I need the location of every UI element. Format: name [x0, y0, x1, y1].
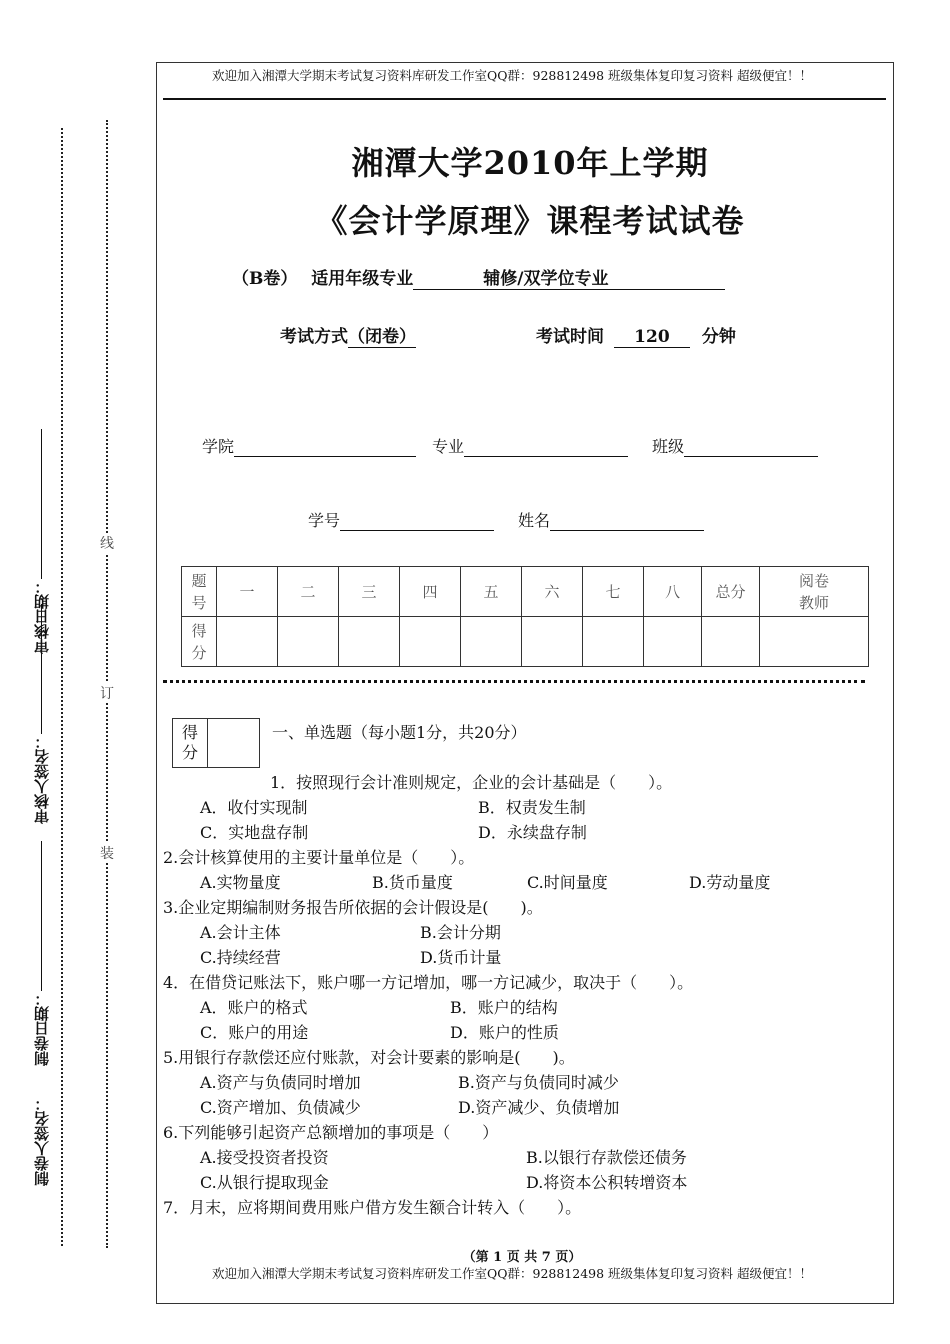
question-5: 5.用银行存款偿还应付账款，对会计要素的影响是( )。 — [163, 1048, 575, 1067]
name-label: 姓名 — [518, 511, 551, 530]
score-table — [181, 566, 869, 667]
score-cell[interactable] — [461, 617, 522, 667]
review-date-label: 审核日期： — [33, 579, 51, 654]
header-question-no: 题 号 — [182, 567, 217, 617]
question-1: 1．按照现行会计准则规定，企业的会计基础是（ ）。 — [270, 773, 673, 792]
question-3: 3.企业定期编制财务报告所依据的会计假设是( )。 — [163, 898, 543, 917]
maker-sign-field — [31, 1068, 52, 1186]
exam-mode — [280, 322, 416, 348]
score-table-header-row — [182, 567, 869, 617]
option-6a: A.接受投资者投资 — [200, 1148, 329, 1167]
class-input[interactable] — [684, 437, 818, 457]
promo-footer: 欢迎加入湘潭大学期末考试复习资料库研发工作室QQ群：928812498 班级集体复印复习资料 超级便宜！！ — [212, 1266, 813, 1281]
student-id-label: 学号 — [308, 511, 341, 530]
college-input[interactable] — [234, 437, 416, 457]
score-table-score-row — [182, 617, 869, 667]
score-cell[interactable] — [217, 617, 278, 667]
option-4b: B．账户的结构 — [450, 998, 558, 1017]
option-2c: C.时间量度 — [527, 873, 608, 892]
class-label: 班级 — [652, 437, 685, 456]
major-field — [432, 434, 628, 457]
reviewer-sign-field — [31, 574, 52, 824]
binding-mark-order: 订 — [100, 683, 114, 703]
score-cell[interactable] — [278, 617, 339, 667]
time-value: 120 — [614, 327, 690, 348]
option-4a: A．账户的格式 — [200, 998, 308, 1017]
col-3: 三 — [339, 567, 400, 617]
option-2a: A.实物量度 — [200, 873, 281, 892]
paper-type: （B卷） — [232, 269, 298, 289]
exam-title-line2: 《会计学原理》课程考试试卷 — [315, 202, 745, 240]
col-7: 七 — [583, 567, 644, 617]
col-4: 四 — [400, 567, 461, 617]
option-1d: D．永续盘存制 — [478, 823, 587, 842]
class-field — [652, 434, 818, 457]
option-5a: A.资产与负债同时增加 — [200, 1073, 361, 1092]
score-cell[interactable] — [644, 617, 702, 667]
exam-time — [536, 322, 736, 348]
page-number: （第 1 页 共 7 页） — [462, 1250, 582, 1265]
time-label: 考试时间 — [536, 327, 604, 347]
student-id-input[interactable] — [340, 511, 494, 531]
option-3b: B.会计分期 — [420, 923, 501, 942]
option-2d: D.劳动量度 — [689, 873, 771, 892]
option-3d: D.货币计量 — [420, 948, 502, 967]
maker-date-field — [31, 826, 52, 1066]
time-unit: 分钟 — [701, 327, 736, 347]
mode-value: （闭卷） — [348, 322, 416, 348]
option-5d: D.资产减少、负债增加 — [458, 1098, 620, 1117]
score-cell[interactable] — [760, 617, 869, 667]
reviewer-sign-input[interactable] — [42, 604, 43, 734]
section-score-input[interactable] — [208, 719, 259, 767]
option-6b: B.以银行存款偿还债务 — [526, 1148, 687, 1167]
col-8: 八 — [644, 567, 702, 617]
score-cell[interactable] — [400, 617, 461, 667]
grade-value: 辅修/双学位专业 — [413, 264, 725, 290]
header-rule — [163, 98, 886, 100]
binding-dotted-line-outer — [61, 128, 63, 1246]
name-field — [518, 508, 704, 531]
cut-line — [163, 680, 865, 683]
binding-mark-bind: 装 — [100, 843, 114, 863]
name-input[interactable] — [550, 511, 704, 531]
section-score-label: 得 分 — [173, 719, 208, 767]
option-4c: C．账户的用途 — [200, 1023, 309, 1042]
col-total: 总分 — [702, 567, 760, 617]
section-title: 一、单选题（每小题1分，共20分） — [272, 723, 527, 742]
option-1b: B．权责发生制 — [478, 798, 586, 817]
score-cell[interactable] — [522, 617, 583, 667]
col-6: 六 — [522, 567, 583, 617]
question-4: 4．在借贷记账法下，账户哪一方记增加，哪一方记减少，取决于（ ）。 — [163, 973, 694, 992]
col-grader: 阅卷 教师 — [760, 567, 869, 617]
paper-label — [232, 264, 725, 290]
college-field — [202, 434, 416, 457]
option-6d: D.将资本公积转增资本 — [526, 1173, 688, 1192]
review-date-input[interactable] — [42, 429, 43, 579]
option-1a: A．收付实现制 — [200, 798, 308, 817]
grade-label: 适用年级专业 — [311, 269, 414, 289]
score-cell[interactable] — [583, 617, 644, 667]
option-3c: C.持续经营 — [200, 948, 281, 967]
option-2b: B.货币量度 — [372, 873, 453, 892]
option-5c: C.资产增加、负债减少 — [200, 1098, 361, 1117]
question-2: 2.会计核算使用的主要计量单位是（ ）。 — [163, 848, 475, 867]
binding-mark-line: 线 — [100, 533, 114, 553]
college-label: 学院 — [202, 437, 235, 456]
maker-date-label: 制卷日期： — [33, 991, 51, 1066]
question-6: 6.下列能够引起资产总额增加的事项是（ ） — [163, 1123, 499, 1142]
option-1c: C．实地盘存制 — [200, 823, 309, 842]
question-7: 7．月末，应将期间费用账户借方发生额合计转入（ ）。 — [163, 1198, 582, 1217]
maker-date-input[interactable] — [42, 841, 43, 991]
score-cell[interactable] — [702, 617, 760, 667]
option-6c: C.从银行提取现金 — [200, 1173, 329, 1192]
section-score-box — [172, 718, 260, 768]
col-5: 五 — [461, 567, 522, 617]
major-input[interactable] — [464, 437, 628, 457]
score-cell[interactable] — [339, 617, 400, 667]
student-id-field — [308, 508, 494, 531]
major-label: 专业 — [432, 437, 465, 456]
option-5b: B.资产与负债同时减少 — [458, 1073, 619, 1092]
option-3a: A.会计主体 — [200, 923, 281, 942]
mode-label: 考试方式 — [280, 327, 348, 347]
reviewer-sign-label: 审核人签名： — [33, 734, 51, 824]
exam-title-line1: 湘潭大学2010年上学期 — [351, 144, 709, 182]
col-1: 一 — [217, 567, 278, 617]
option-4d: D．账户的性质 — [450, 1023, 559, 1042]
header-score: 得 分 — [182, 617, 217, 667]
promo-header: 欢迎加入湘潭大学期末考试复习资料库研发工作室QQ群：928812498 班级集体复印复习资料 超级便宜！！ — [212, 68, 813, 83]
col-2: 二 — [278, 567, 339, 617]
maker-sign-label: 制卷人签名： — [33, 1096, 51, 1186]
